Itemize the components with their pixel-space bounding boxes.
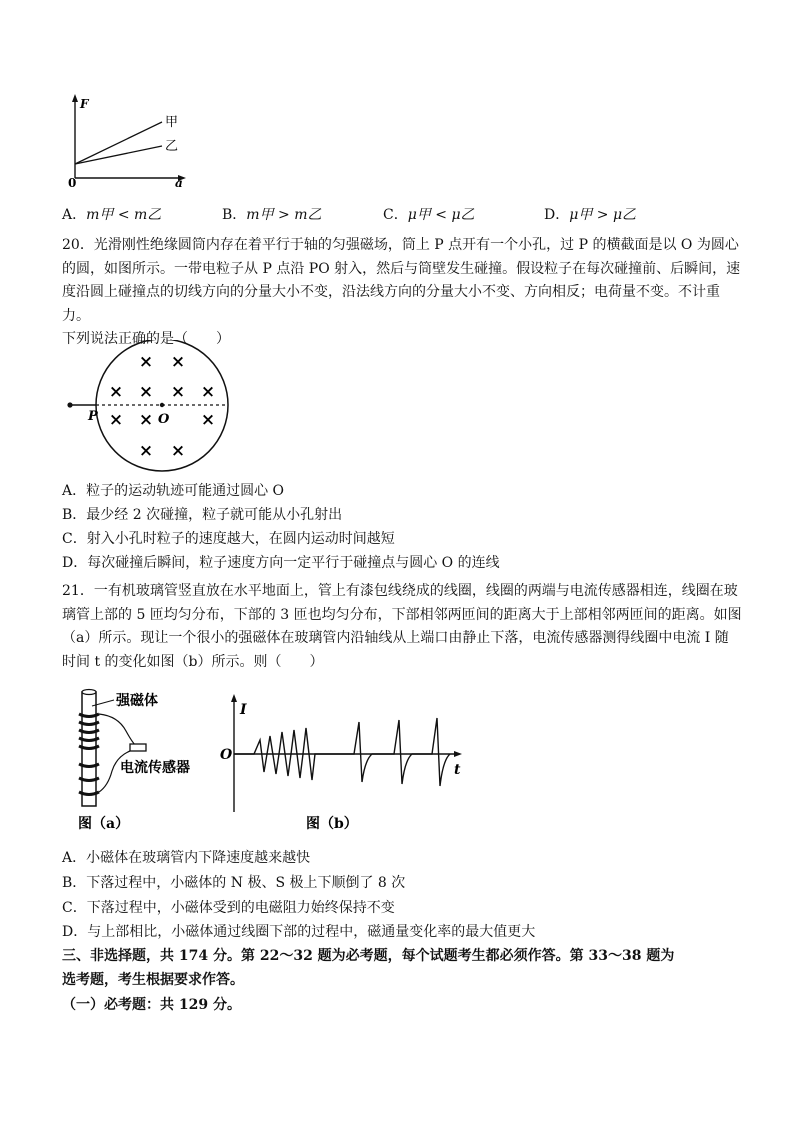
- current-waveform-lower: [324, 718, 450, 786]
- q21-stem-line-2: 璃管上部的 5 匝均匀分布，下部的 3 匝也均匀分布，下部相邻两匝间的距离大于上部相邻两匝间的距离。如图: [62, 606, 742, 623]
- q20-stem-line-1: 20．光滑刚性绝缘圆筒内存在着平行于轴的匀强磁场，筒上 P 点开有一个小孔，过 P 的横截面是以 O 为圆心: [62, 237, 739, 253]
- label-yi: 乙: [165, 139, 179, 154]
- q20-stem-line-4: 下列说法正确的是（ ）: [62, 331, 230, 347]
- section-3-heading: 三、非选择题，共 174 分。第 22～32 题为必考题，每个试题考生都必须作答。第 33～38 题为: [62, 948, 675, 964]
- line-jia: [75, 122, 162, 164]
- q20-stem-line-3: 度沿圆上碰撞点的切线方向的分量大小不变，沿法线方向的分量大小不变、方向相反；电荷量不变。不计重力。: [62, 284, 720, 324]
- t-axis-arrow: [454, 751, 462, 757]
- figure-b-current-graph: [214, 692, 470, 834]
- figure-a-tube-coil: [70, 686, 210, 834]
- f-a-graph: [62, 92, 192, 188]
- q21-option-c: C．下落过程中，小磁体受到的电磁阻力始终保持不变: [62, 900, 395, 916]
- q21-stem-line-1: 21．一有机玻璃管竖直放在水平地面上，管上有漆包线绕成的线圈，线圈的两端与电流传感器相连，线圈在玻: [62, 583, 738, 599]
- q21-option-d: D．与上部相比，小磁体通过线圈下部的过程中，磁通量变化率的最大值更大: [62, 924, 536, 940]
- field-mark: ×: [200, 410, 216, 430]
- f-axis-label: F: [80, 97, 89, 111]
- q20-option-c: C．射入小孔时粒子的速度越大，在圆内运动时间越短: [62, 531, 395, 547]
- q20-option-a: A．粒子的运动轨迹可能通过圆心 O: [62, 483, 285, 499]
- line-yi: [75, 146, 162, 164]
- field-mark: ×: [138, 352, 154, 372]
- q21-option-b: B．下落过程中，小磁体的 N 极、S 极上下顺倒了 8 次: [62, 875, 406, 891]
- i-axis-arrow: [231, 694, 237, 702]
- center-dot: [160, 403, 164, 407]
- q21-stem: [62, 580, 742, 674]
- field-mark: ×: [138, 382, 154, 402]
- field-mark: ×: [170, 382, 186, 402]
- field-mark: ×: [108, 382, 124, 402]
- p-label: P: [88, 409, 98, 424]
- q20-stem-line-2: 的圆，如图所示。一带电粒子从 P 点沿 PO 射入，然后与筒壁发生碰撞。假设粒子在每次碰撞前、后瞬间，速: [62, 260, 741, 277]
- a-axis-label: a: [175, 176, 183, 188]
- q20-stem: [62, 234, 742, 352]
- field-mark: ×: [108, 410, 124, 430]
- q20-option-b: B．最少经 2 次碰撞，粒子就可能从小孔射出: [62, 507, 343, 523]
- o-label: O: [158, 412, 170, 427]
- field-mark: ×: [138, 410, 154, 430]
- figure-b-caption: 图（b）: [306, 816, 358, 832]
- field-mark: ×: [170, 441, 186, 461]
- current-sensor-box: [130, 744, 146, 751]
- q19-option-b: B．m甲 > m乙: [222, 207, 322, 223]
- q20-option-d: D．每次碰撞后瞬间，粒子速度方向一定平行于碰撞点与圆心 O 的连线: [62, 555, 500, 571]
- section-3-subheading: （一）必考题：共 129 分。: [62, 997, 241, 1013]
- f-axis-arrow: [72, 94, 78, 102]
- field-mark: ×: [170, 352, 186, 372]
- t-axis-label: t: [454, 762, 461, 778]
- section-3-heading-cont: 选考题，考生根据要求作答。: [62, 972, 244, 988]
- q19-option-c: C．μ甲 < μ乙: [383, 207, 475, 223]
- figure-a-caption: 图（a）: [78, 816, 130, 832]
- q21-stem-line-3: （a）所示。现让一个很小的强磁体在玻璃管内沿轴线从上端口由静止下落，电流传感器测得线圈中电流 I 随: [62, 630, 729, 646]
- origin-label: 0: [68, 176, 77, 188]
- tube-top: [82, 690, 96, 695]
- i-axis-label: I: [240, 702, 247, 718]
- q21-option-a: A．小磁体在玻璃管内下降速度越来越快: [62, 850, 311, 866]
- field-mark: ×: [200, 382, 216, 402]
- magnet-label: 强磁体: [116, 693, 158, 709]
- q19-option-a: A．m甲 < m乙: [62, 207, 162, 223]
- cylinder-figure: [62, 340, 232, 476]
- sensor-label: 电流传感器: [120, 760, 190, 776]
- origin-label: O: [220, 747, 233, 763]
- field-mark: ×: [138, 441, 154, 461]
- q21-stem-line-4: 时间 t 的变化如图（b）所示。则（ ）: [62, 653, 324, 670]
- label-jia: 甲: [165, 115, 179, 130]
- q19-option-d: D．μ甲 > μ乙: [544, 207, 637, 223]
- particle-dot: [67, 402, 72, 407]
- coil-lead: [99, 714, 136, 746]
